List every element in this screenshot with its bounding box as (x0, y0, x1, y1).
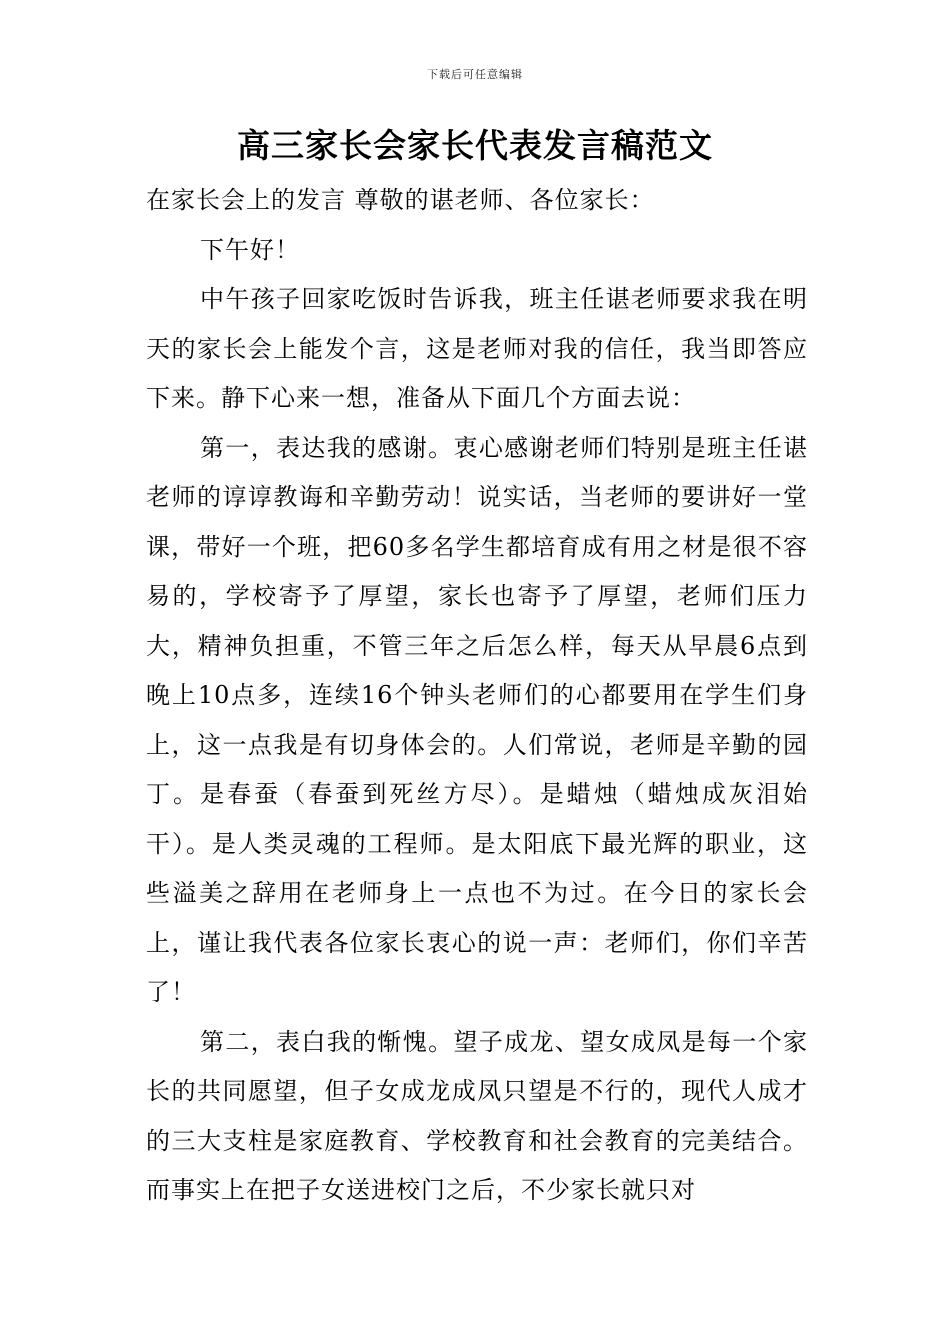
document-title: 高三家长会家长代表发言稿范文 (237, 126, 713, 165)
first-point-paragraph: 第一，表达我的感谢。衷心感谢老师们特别是班主任谌老师的谆谆教诲和辛勤劳动！说实话，当老师的要讲好一堂课，带好一个班，把60多名学生都培育成有用之材是很不容易的，学校寄予了厚望，家长也寄予了厚望，老师们压力大，精神负担重，不管三年之后怎么样，每天从早晨6点到晚上10点多，连续16个钟头老师们的心都要用在学生们身上，这一点我是有切身体会的。人们常说，老师是辛勤的园丁。是春蚕（春蚕到死丝方尽）。是蜡烛（蜡烛成灰泪始干）。是人类灵魂的工程师。是太阳底下最光辉的职业，这些溢美之辞用在老师身上一点也不为过。在今日的家长会上，谨让我代表各位家长衷心的说一声：老师们，你们辛苦了！ (146, 433, 808, 1006)
header-note: 下载后可任意编辑 (427, 68, 523, 81)
salutation-paragraph: 在家长会上的发言 尊敬的谌老师、各位家长： (146, 186, 655, 214)
greeting-paragraph: 下午好！ (200, 235, 300, 264)
document-body (146, 176, 808, 1216)
intro-paragraph: 中午孩子回家吃饭时告诉我，班主任谌老师要求我在明天的家长会上能发个言，这是老师对我的信任，我当即答应下来。静下心来一想，准备从下面几个方面去说： (146, 285, 808, 412)
second-point-paragraph: 第二，表白我的惭愧。望子成龙、望女成凤是每一个家长的共同愿望，但子女成龙成凤只望是不行的，现代人成才的三大支柱是家庭教育、学校教育和社会教育的完美结合。而事实上在把子女送进校门之后，不少家长就只对 (146, 1027, 808, 1204)
